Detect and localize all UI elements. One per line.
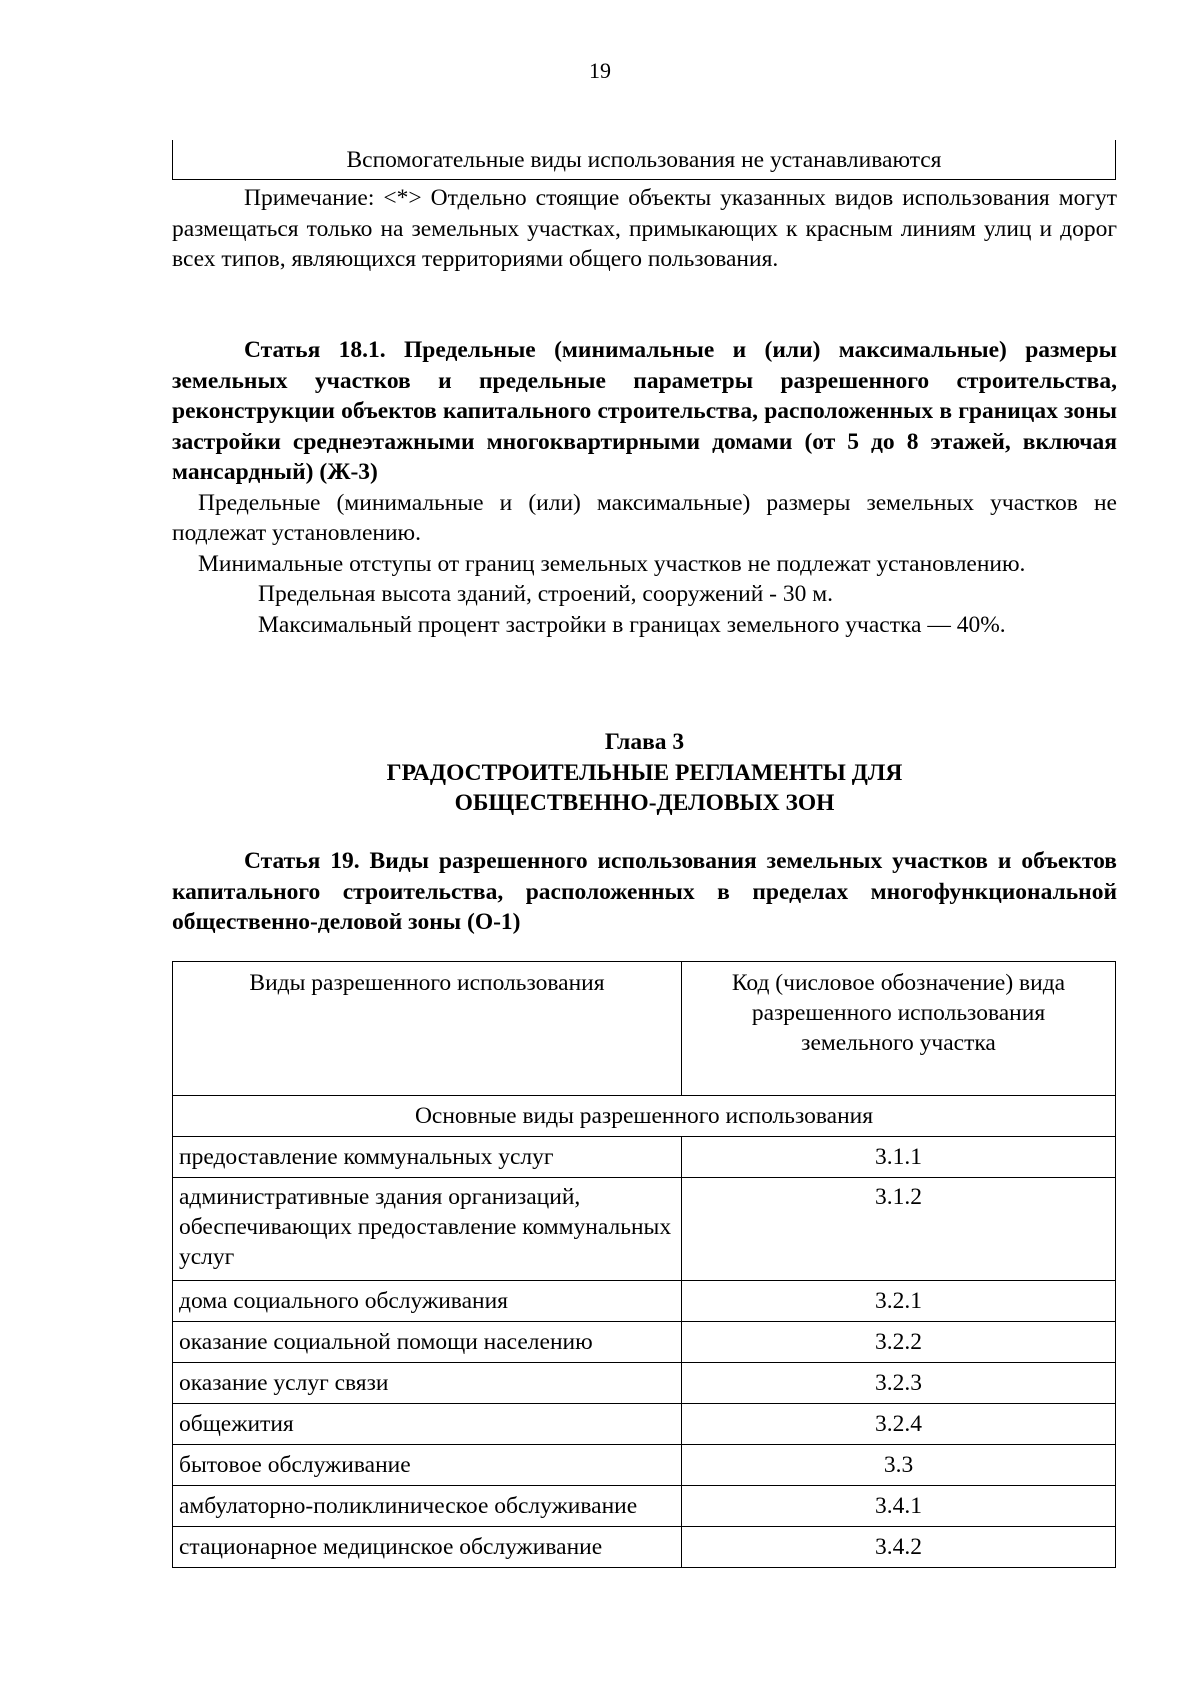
article-18-1-heading: Статья 18.1. Предельные (минимальные и (или) максимальные) размеры земельных участков и предельные параметры разрешенного строительства, реконструкции объектов капитального строительства, расположенных в границах зоны застройки среднеэтажными многоквартирными домами (от 5 до 8 этажей, включая мансардный) (Ж-3) [172,337,1117,485]
table-header-uses: Виды разрешенного использования [173,962,682,1096]
article-19 [172,846,1117,938]
use-name: дома социального обслуживания [173,1281,682,1322]
article-19-heading: Статья 19. Виды разрешенного использования земельных участков и объектов капитального строительства, расположенных в пределах многофункциональной общественно-деловой зоны (О-1) [172,848,1117,935]
table-section-title: Основные виды разрешенного использования [173,1096,1116,1137]
use-name: общежития [173,1404,682,1445]
use-name: оказание услуг связи [173,1363,682,1404]
use-code: 3.4.1 [682,1486,1116,1527]
chapter-heading [172,727,1117,819]
use-name: бытовое обслуживание [173,1445,682,1486]
use-code: 3.2.1 [682,1281,1116,1322]
use-name: предоставление коммунальных услуг [173,1137,682,1178]
article-18-1-para-2: Минимальные отступы от границ земельных участков не подлежат установлению. [198,550,1026,577]
use-code: 3.4.2 [682,1527,1116,1568]
table-row [173,1486,1116,1527]
use-code: 3.1.1 [682,1137,1116,1178]
previous-table-row: Вспомогательные виды использования не устанавливаются [172,140,1116,180]
article-18-1 [172,335,1117,640]
article-18-1-para-4: Максимальный процент застройки в границах земельного участка — 40%. [258,611,1006,638]
page-number: 19 [589,58,611,83]
use-code: 3.3 [682,1445,1116,1486]
chapter-title-line-2: ОБЩЕСТВЕННО-ДЕЛОВЫХ ЗОН [454,790,835,816]
use-name: стационарное медицинское обслуживание [173,1527,682,1568]
table-row [173,1281,1116,1322]
use-code: 3.2.4 [682,1404,1116,1445]
use-code: 3.1.2 [682,1178,1116,1281]
table-row [173,1527,1116,1568]
table-header-row [173,962,1116,1096]
table-row [173,1363,1116,1404]
article-18-1-para-3: Предельная высота зданий, строений, сооружений - 30 м. [258,581,833,607]
use-name: амбулаторно-поликлиническое обслуживание [173,1486,682,1527]
note-block [172,183,1117,275]
permitted-uses-table [172,961,1116,1568]
article-18-1-para-1: Предельные (минимальные и (или) максимальные) размеры земельных участков не подлежат установлению. [172,489,1117,546]
table-header-code: Код (числовое обозначение) вида разрешенного использования земельного участка [682,962,1116,1096]
table-section-row [173,1096,1116,1137]
note-paragraph: Примечание: <*> Отдельно стоящие объекты указанных видов использования могут размещаться только на земельных участках, примыкающих к красным линиям улиц и дорог всех типов, являющихся территориями общего пользования. [172,185,1117,272]
use-code: 3.2.2 [682,1322,1116,1363]
use-code: 3.2.3 [682,1363,1116,1404]
use-name: оказание социальной помощи населению [173,1322,682,1363]
table-row [173,1445,1116,1486]
table-row [173,1404,1116,1445]
chapter-title-line-1: ГРАДОСТРОИТЕЛЬНЫЕ РЕГЛАМЕНТЫ ДЛЯ [386,759,903,786]
use-name: административные здания организаций, обеспечивающих предоставление коммунальных услуг [173,1178,682,1281]
table-row [173,1178,1116,1281]
chapter-number: Глава 3 [604,729,685,755]
table-row [173,1322,1116,1363]
table-row [173,1137,1116,1178]
